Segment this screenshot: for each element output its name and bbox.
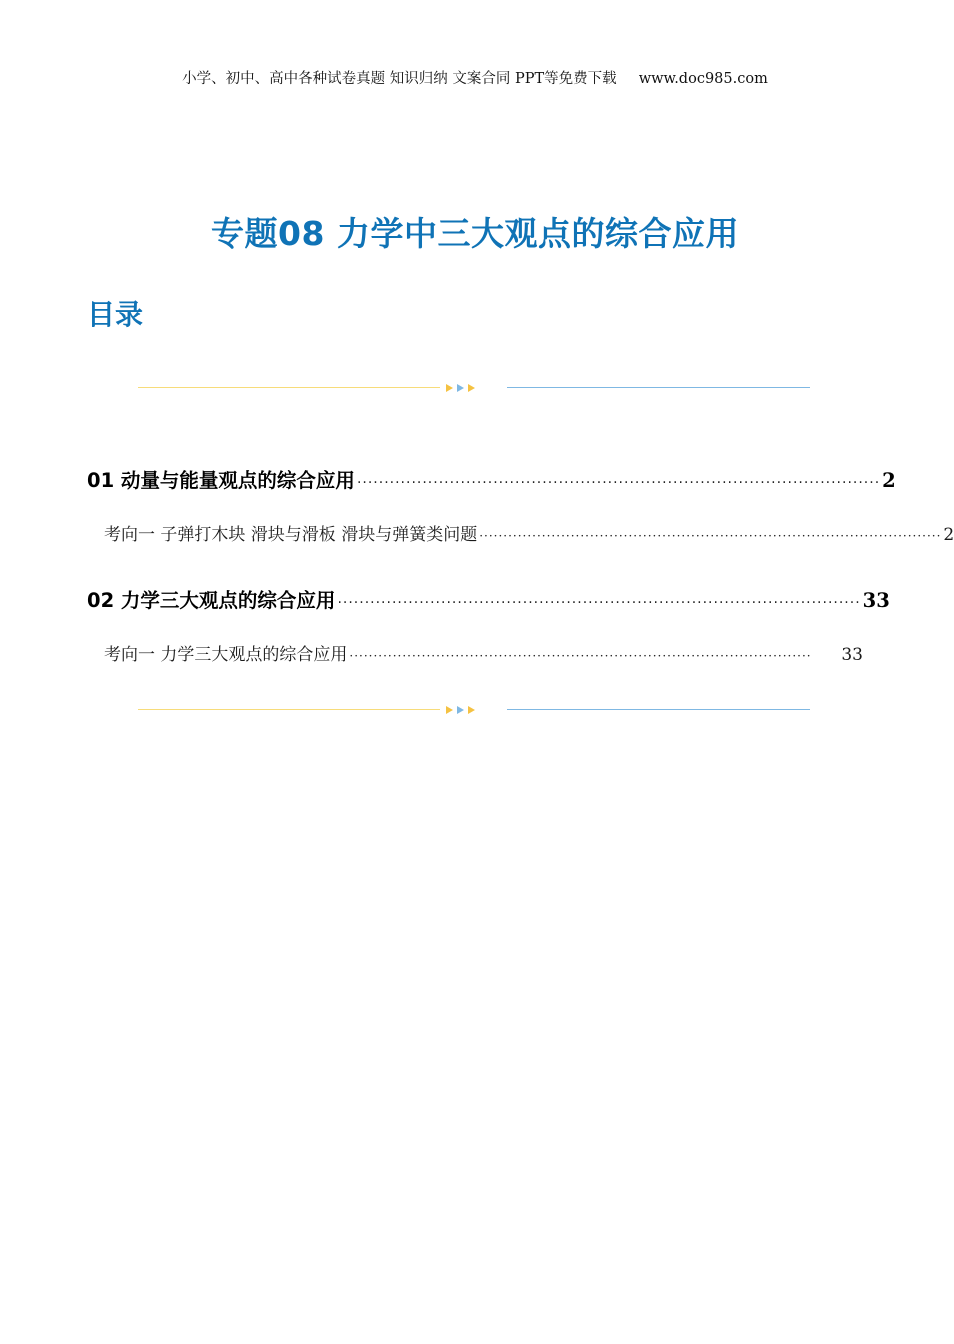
toc-leader-dots: ································································································ bbox=[356, 475, 881, 491]
toc-entry-label: 01 动量与能量观点的综合应用 bbox=[87, 469, 355, 492]
toc-entry-section-02[interactable] bbox=[87, 585, 890, 613]
divider-line-left bbox=[138, 387, 440, 388]
triple-arrow-icon bbox=[446, 703, 486, 717]
toc-entry-section-01[interactable] bbox=[87, 465, 896, 493]
toc-entry-section-01-topic-1[interactable] bbox=[104, 520, 954, 545]
toc-leader-dots: ································································································ bbox=[337, 595, 861, 611]
divider-bottom bbox=[138, 703, 810, 717]
toc-entry-page: 2 bbox=[943, 525, 954, 545]
toc-entry-label: 考向一 子弹打木块 滑块与滑板 滑块与弹簧类问题 bbox=[104, 525, 478, 545]
divider-top bbox=[138, 381, 810, 395]
toc-entry-label: 02 力学三大观点的综合应用 bbox=[87, 589, 336, 612]
document-title: 专题08 力学中三大观点的综合应用 bbox=[211, 214, 739, 253]
divider-line-right bbox=[507, 709, 810, 710]
header-site-link[interactable]: www.doc985.com bbox=[638, 71, 768, 87]
toc-entry-label: 考向一 力学三大观点的综合应用 bbox=[104, 645, 348, 665]
divider-line-right bbox=[507, 387, 810, 388]
page-header bbox=[0, 67, 950, 88]
toc-leader-dots: ································································································ bbox=[479, 529, 942, 543]
toc-entry-section-02-topic-1[interactable] bbox=[104, 640, 863, 665]
toc-entry-page: 2 bbox=[882, 469, 896, 492]
toc-entry-page: 33 bbox=[841, 645, 863, 665]
toc-heading: 目录 bbox=[87, 298, 144, 331]
toc-entry-page: 33 bbox=[862, 589, 890, 612]
divider-line-left bbox=[138, 709, 440, 710]
header-text: 小学、初中、高中各种试卷真题 知识归纳 文案合同 PPT等免费下载 bbox=[182, 71, 617, 87]
triple-arrow-icon bbox=[446, 381, 486, 395]
toc-leader-dots: ································································································ bbox=[349, 649, 812, 663]
